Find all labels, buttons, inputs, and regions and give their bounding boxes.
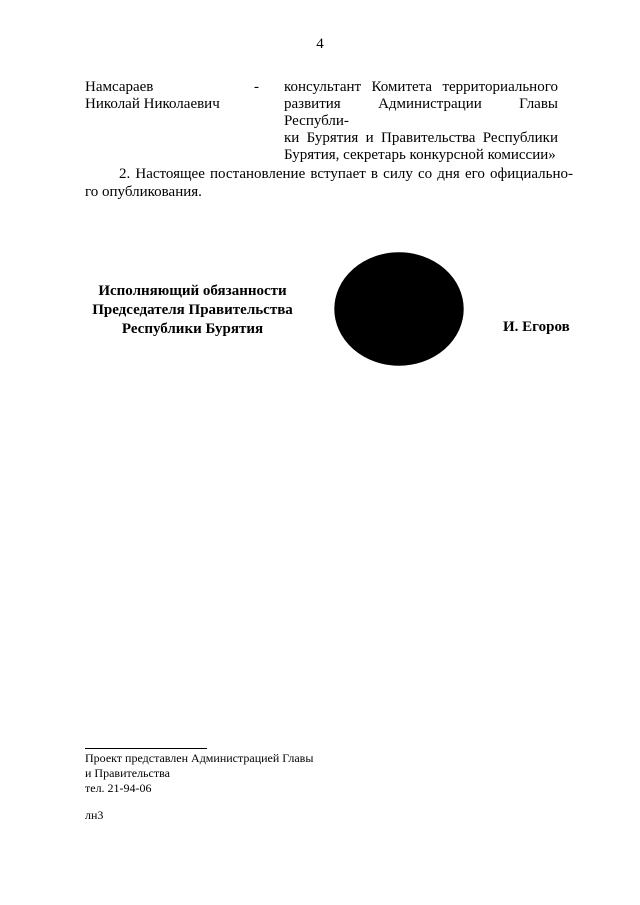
official-stamp	[328, 250, 470, 368]
signer-title-line: Исполняющий обязанности	[98, 283, 287, 299]
paragraph-effective-date	[85, 165, 573, 201]
signer-name: И. Егоров	[503, 319, 570, 335]
stamp-center-line: актов	[385, 328, 413, 338]
footnote-divider	[85, 748, 207, 749]
member-description-line: ки Бурятия и Правительства Республики	[284, 130, 558, 146]
signer-title	[70, 282, 315, 339]
signer-title-line: Республики Бурятия	[121, 321, 264, 337]
member-name-line: Николай Николаевич	[85, 96, 220, 112]
member-description-line: развития Администрации Главы Республи-	[284, 96, 558, 129]
member-description-line: Бурятия, секретарь конкурсной комиссии»	[284, 147, 556, 163]
footnote-line: тел. 21-94-06	[85, 781, 152, 795]
paragraph-line: го опубликования.	[85, 184, 202, 200]
stamp-center-line: выпуска	[379, 304, 419, 314]
stamp-center-line: правовых	[376, 316, 422, 326]
stamp-ring-text: АДМИНИСТРАЦИЯ ГЛАВЫ И ПРАВИТЕЛЬСТВА РЕСПУБЛИКИ БУРЯТИЯ	[344, 256, 454, 366]
member-name-line: Намсараев	[85, 79, 154, 95]
stamp-center-line: Отдел по	[376, 280, 422, 290]
paragraph-line: 2. Настоящее постановление вступает в силу со дня его официально-	[119, 166, 573, 182]
footnote-line: и Правительства	[85, 766, 170, 780]
member-dash: -	[254, 79, 259, 95]
stamp-center-line: организации	[368, 292, 430, 302]
member-description	[284, 79, 558, 164]
member-description-line: консультант Комитета территориального	[284, 79, 558, 95]
signer-title-line: Председателя Правительства	[92, 302, 293, 318]
footnote-line: Проект представлен Администрацией Главы	[85, 751, 314, 765]
footnote	[85, 751, 313, 796]
member-name	[85, 79, 220, 113]
page-number: 4	[316, 36, 324, 52]
document-code: лн3	[85, 808, 104, 822]
